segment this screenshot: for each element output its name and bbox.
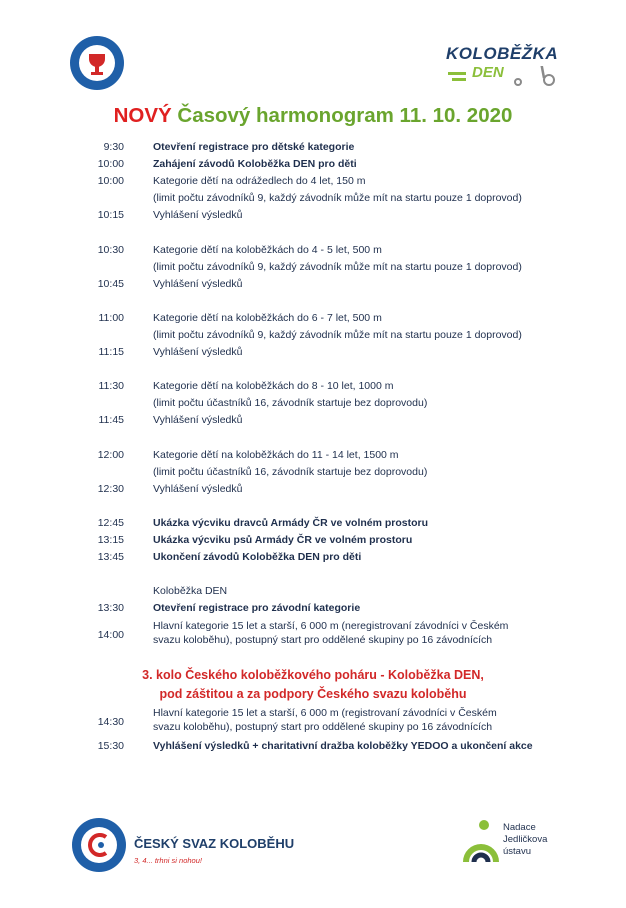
row-text: (limit počtu závodníků 9, každý závodník může mít na startu pouze 1 doprovod) (153, 192, 522, 204)
row-text: Kategorie dětí na koloběžkách do 11 - 14 let, 1500 m (153, 449, 399, 461)
row-time: 14:30 (97, 716, 124, 728)
row-text: Koloběžka DEN (153, 585, 228, 597)
cup-heading-line1: 3. kolo Českého koloběžkového poháru - Koloběžka DEN, (142, 668, 484, 682)
row-text: (limit počtu účastníků 16, závodník startuje bez doprovodu) (153, 466, 428, 478)
row-text: Ukončení závodů Koloběžka DEN pro děti (153, 551, 362, 563)
row-text: Vyhlášení výsledků (153, 209, 243, 221)
row-text: Hlavní kategorie 15 let a starší, 6 000 m (registrovaní závodníci v Českém svazu koloběhu), postupný start pro oddělené skupiny po 16 závodnících (153, 707, 497, 733)
row-text: Vyhlášení výsledků (153, 414, 243, 426)
row-time: 13:45 (97, 551, 124, 563)
row-text: Ukázka výcviku psů Armády ČR ve volném prostoru (153, 534, 413, 546)
row-time: 13:15 (97, 534, 124, 546)
row-time: 10:00 (97, 175, 124, 187)
row-time: 14:00 (97, 629, 124, 641)
row-text: Vyhlášení výsledků + charitativní dražba koloběžky YEDOO a ukončení akce (153, 740, 533, 752)
csk-name: ČESKÝ SVAZ KOLOBĚHU (134, 836, 295, 851)
row-time: 13:30 (97, 602, 124, 614)
row-text: Kategorie dětí na koloběžkách do 6 - 7 let, 500 m (153, 312, 382, 324)
row-text: (limit počtu závodníků 9, každý závodník může mít na startu pouze 1 doprovod) (153, 329, 522, 341)
row-time: 11:45 (98, 414, 124, 426)
csk-tagline: 3, 4... trhni si nohou! (134, 856, 202, 865)
title-rest: Časový harmonogram 11. 10. 2020 (171, 104, 513, 127)
kolobezka-den-logo (446, 40, 558, 88)
row-text: Vyhlášení výsledků (153, 483, 243, 495)
row-time: 10:15 (97, 209, 124, 221)
row-text: Ukázka výcviku dravců Armády ČR ve volném prostoru (153, 517, 429, 529)
cup-heading-line2: pod záštitou a za podpory Českého svazu koloběhu (159, 687, 467, 701)
row-time: 10:30 (97, 244, 124, 256)
row-time: 12:45 (97, 517, 124, 529)
row-time: 10:00 (97, 158, 124, 170)
row-time: 11:00 (98, 312, 124, 324)
title-new: NOVÝ (113, 104, 172, 127)
page-title (0, 104, 626, 128)
row-text: Zahájení závodů Koloběžka DEN pro děti (153, 158, 357, 170)
row-text: Kategorie dětí na koloběžkách do 8 - 10 let, 1000 m (153, 380, 394, 392)
schedule-row (0, 706, 626, 740)
nju-line: ústavu (503, 846, 531, 857)
cesky-svaz-kolobehu-logo (70, 816, 128, 874)
row-time: 11:30 (98, 380, 124, 392)
row-time: 12:30 (97, 483, 124, 495)
row-time: 12:00 (97, 449, 124, 461)
row-time: 15:30 (97, 740, 124, 752)
row-text: Kategorie dětí na odrážedlech do 4 let, 150 m (153, 175, 366, 187)
cesky-kolobezkovy-pohar-logo (68, 34, 126, 92)
schedule-row (0, 619, 626, 653)
row-text: Otevření registrace pro dětské kategorie (153, 141, 355, 153)
nju-name (503, 822, 563, 858)
row-text: Kategorie dětí na koloběžkách do 4 - 5 let, 500 m (153, 244, 382, 256)
nju-line: Nadace (503, 822, 536, 833)
row-time: 9:30 (103, 141, 124, 153)
nadace-jedlickova-ustavu-logo (462, 818, 500, 870)
row-text: Vyhlášení výsledků (153, 346, 243, 358)
row-text: Vyhlášení výsledků (153, 278, 243, 290)
row-text: Hlavní kategorie 15 let a starší, 6 000 m (neregistrovaní závodníci v Českém svazu koloběhu), postupný start pro oddělené skupiny po 16 závodnících (153, 620, 509, 646)
row-time: 10:45 (97, 278, 124, 290)
scooter-icon (446, 66, 558, 88)
nju-line: Jedličkova (503, 834, 548, 845)
row-text: Otevření registrace pro závodní kategorie (153, 602, 361, 614)
row-time: 11:15 (98, 346, 124, 358)
row-text: (limit počtu závodníků 9, každý závodník může mít na startu pouze 1 doprovod) (153, 261, 522, 273)
logo-wordmark: KOLOBĚŽKA (446, 44, 559, 63)
row-text: (limit počtu účastníků 16, závodník startuje bez doprovodu) (153, 397, 428, 409)
logo-den: DEN (472, 64, 504, 81)
